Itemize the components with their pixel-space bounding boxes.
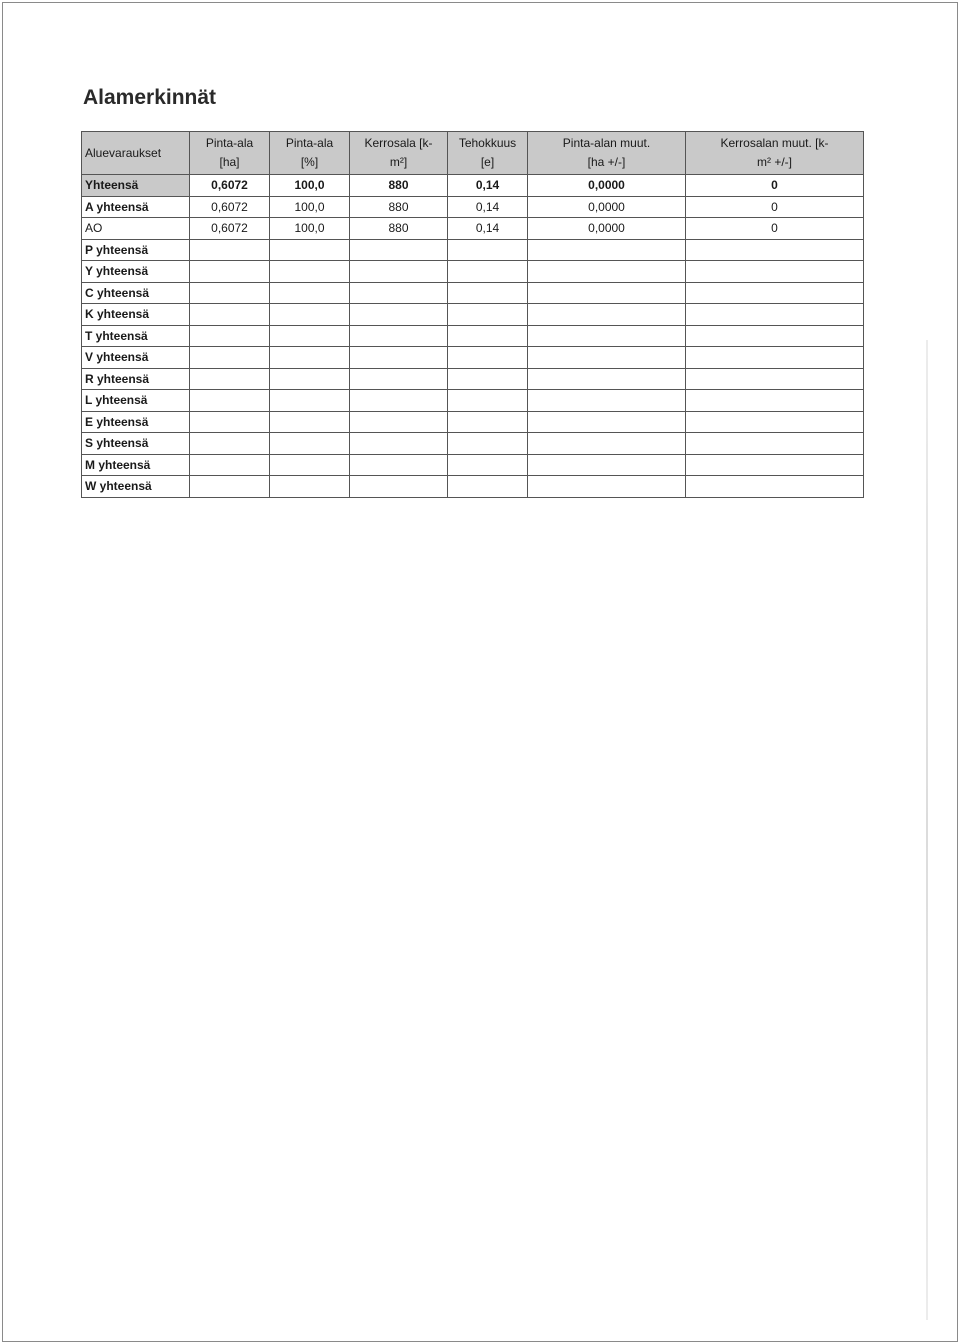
header-line: Aluevaraukset	[85, 145, 162, 160]
table-cell	[448, 368, 528, 390]
row-label: W yhteensä	[82, 476, 190, 498]
table-cell	[528, 476, 686, 498]
table-cell	[350, 476, 448, 498]
table-cell	[448, 433, 528, 455]
table-cell	[686, 433, 864, 455]
table-cell	[448, 390, 528, 412]
table-cell: 0	[686, 196, 864, 218]
row-label: T yhteensä	[82, 325, 190, 347]
header-line: Pinta-ala	[205, 136, 254, 150]
table-cell	[350, 454, 448, 476]
header-line: [ha]	[219, 155, 240, 169]
table-cell	[190, 347, 270, 369]
table-cell	[270, 282, 350, 304]
table-cell: 880	[350, 196, 448, 218]
table-cell	[270, 347, 350, 369]
header-row	[82, 132, 864, 175]
table-cell: 100,0	[270, 218, 350, 240]
table-cell	[686, 282, 864, 304]
table-row	[82, 454, 864, 476]
table-cell	[686, 261, 864, 283]
table-row	[82, 411, 864, 433]
table-row	[82, 175, 864, 197]
table-cell	[270, 239, 350, 261]
page-title: Alamerkinnät	[83, 86, 217, 109]
table-cell	[528, 411, 686, 433]
table-cell	[448, 282, 528, 304]
table-cell	[190, 282, 270, 304]
table-cell	[190, 433, 270, 455]
table-cell	[686, 454, 864, 476]
table-cell	[528, 368, 686, 390]
table-cell: 0	[686, 175, 864, 197]
table-cell: 0,14	[448, 175, 528, 197]
row-label: V yhteensä	[82, 347, 190, 369]
row-label: Y yhteensä	[82, 261, 190, 283]
header-line: Tehokkuus	[458, 136, 517, 150]
table-cell	[350, 325, 448, 347]
table-cell	[270, 304, 350, 326]
table-cell	[528, 325, 686, 347]
table-cell: 100,0	[270, 175, 350, 197]
row-label: M yhteensä	[82, 454, 190, 476]
table-cell: 0	[686, 218, 864, 240]
table-cell	[350, 304, 448, 326]
table-cell	[270, 454, 350, 476]
table-cell: 0,14	[448, 196, 528, 218]
header-line: Pinta-alan muut.	[562, 136, 651, 150]
header-line: m²]	[389, 155, 408, 169]
table-cell	[528, 454, 686, 476]
row-label: P yhteensä	[82, 239, 190, 261]
table-row	[82, 325, 864, 347]
table-cell	[528, 390, 686, 412]
table-cell: 0,6072	[190, 218, 270, 240]
row-label: AO	[82, 218, 190, 240]
table-row	[82, 282, 864, 304]
row-label: Yhteensä	[82, 175, 190, 197]
header-line: Kerrosalan muut. [k-	[720, 136, 829, 150]
table-cell	[686, 304, 864, 326]
header-cell	[448, 132, 528, 175]
table-cell: 100,0	[270, 196, 350, 218]
header-line: [e]	[480, 155, 495, 169]
row-label: C yhteensä	[82, 282, 190, 304]
table-cell	[270, 368, 350, 390]
header-cell	[270, 132, 350, 175]
table-row	[82, 476, 864, 498]
table-cell	[190, 368, 270, 390]
table-cell	[270, 433, 350, 455]
table-row	[82, 347, 864, 369]
table-row	[82, 261, 864, 283]
table-cell: 880	[350, 218, 448, 240]
table-cell	[270, 261, 350, 283]
table-cell	[448, 325, 528, 347]
table-cell	[350, 390, 448, 412]
table-cell	[350, 261, 448, 283]
row-label: R yhteensä	[82, 368, 190, 390]
table-cell	[686, 239, 864, 261]
table-cell: 0,6072	[190, 196, 270, 218]
table-cell	[190, 454, 270, 476]
table-cell	[448, 454, 528, 476]
table-cell	[686, 325, 864, 347]
table-cell	[528, 282, 686, 304]
table-cell	[350, 239, 448, 261]
header-line: [%]	[300, 155, 319, 169]
table-cell	[686, 347, 864, 369]
table-cell: 880	[350, 175, 448, 197]
table-cell	[190, 411, 270, 433]
header-line: Pinta-ala	[285, 136, 334, 150]
table-row	[82, 239, 864, 261]
table-cell	[686, 476, 864, 498]
header-cell	[686, 132, 864, 175]
land-use-table	[81, 131, 864, 498]
row-label: L yhteensä	[82, 390, 190, 412]
table-row	[82, 390, 864, 412]
table-cell	[270, 476, 350, 498]
table-cell	[528, 261, 686, 283]
header-cell	[528, 132, 686, 175]
table-cell	[448, 239, 528, 261]
table-cell	[528, 239, 686, 261]
table-cell	[350, 347, 448, 369]
row-label: A yhteensä	[82, 196, 190, 218]
table-row	[82, 218, 864, 240]
table-cell: 0,6072	[190, 175, 270, 197]
table-cell	[190, 239, 270, 261]
header-line: [ha +/-]	[587, 155, 626, 169]
header-cell	[190, 132, 270, 175]
header-line: m² +/-]	[757, 155, 792, 169]
table-cell	[350, 433, 448, 455]
row-label: E yhteensä	[82, 411, 190, 433]
table-cell	[270, 390, 350, 412]
table-body	[82, 175, 864, 498]
table-row	[82, 368, 864, 390]
table-cell	[686, 411, 864, 433]
table-cell	[448, 347, 528, 369]
table-row	[82, 433, 864, 455]
header-line: Kerrosala [k-	[364, 136, 433, 150]
table-cell	[190, 304, 270, 326]
scan-edge-shadow	[926, 340, 928, 1320]
table-cell	[350, 411, 448, 433]
row-label: K yhteensä	[82, 304, 190, 326]
table-row	[82, 304, 864, 326]
table-cell	[448, 476, 528, 498]
row-label: S yhteensä	[82, 433, 190, 455]
header-cell	[350, 132, 448, 175]
table-cell: 0,0000	[528, 196, 686, 218]
table-cell	[190, 325, 270, 347]
table-row	[82, 196, 864, 218]
table-cell	[448, 261, 528, 283]
table-cell	[190, 261, 270, 283]
table-header	[82, 132, 864, 175]
table-cell	[270, 325, 350, 347]
table-cell	[528, 433, 686, 455]
table-cell	[686, 368, 864, 390]
table-cell: 0,14	[448, 218, 528, 240]
table-cell	[448, 304, 528, 326]
table-cell	[448, 411, 528, 433]
table-cell	[350, 368, 448, 390]
table-cell	[528, 347, 686, 369]
table-cell: 0,0000	[528, 175, 686, 197]
table-cell	[686, 390, 864, 412]
table-cell	[270, 411, 350, 433]
table-cell: 0,0000	[528, 218, 686, 240]
table-cell	[350, 282, 448, 304]
table-cell	[190, 390, 270, 412]
table-cell	[190, 476, 270, 498]
header-cell	[82, 132, 190, 175]
table-cell	[528, 304, 686, 326]
